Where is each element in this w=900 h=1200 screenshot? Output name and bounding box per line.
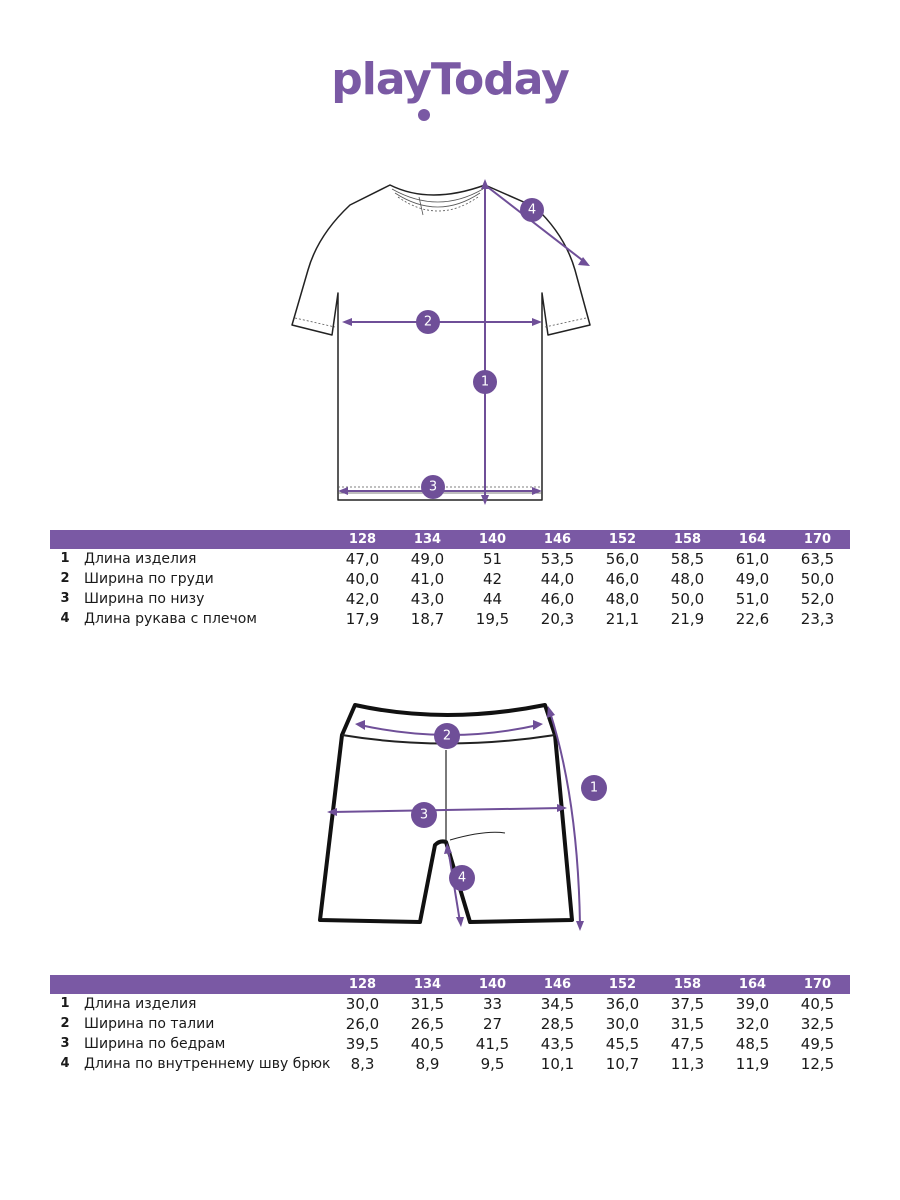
size-header: 128 [330, 530, 395, 549]
size-header: 134 [395, 530, 460, 549]
size-header: 158 [655, 975, 720, 994]
size-header: 146 [525, 530, 590, 549]
shorts-drawing [310, 690, 630, 940]
shorts-size-table [50, 975, 850, 1074]
table-row: 3 Ширина по бедрам 39,5 40,5 41,5 43,5 45,5 47,5 48,5 49,5 [60, 1035, 835, 1053]
marker-1-label: 1 [589, 780, 599, 796]
brand-logo-mark [320, 50, 580, 130]
marker-3-label: 3 [428, 479, 438, 495]
table-row: 2 Ширина по талии 26,0 26,5 27 28,5 30,0 31,5 32,0 32,5 [60, 1015, 835, 1033]
size-header: 128 [330, 975, 395, 994]
table-row: 2 Ширина по груди 40,0 41,0 42 44,0 46,0 48,0 49,0 50,0 [60, 570, 835, 588]
table-row: 1 Длина изделия 30,0 31,5 33 34,5 36,0 37,5 39,0 40,5 [60, 995, 835, 1013]
size-header: 170 [785, 530, 850, 549]
table-row: 1 Длина изделия 47,0 49,0 51 53,5 56,0 58,5 61,0 63,5 [60, 550, 835, 568]
marker-2-label: 2 [423, 314, 433, 330]
size-header: 134 [395, 975, 460, 994]
logo-dot-icon [418, 109, 430, 121]
size-header: 158 [655, 530, 720, 549]
size-header: 152 [590, 975, 655, 994]
size-header: 170 [785, 975, 850, 994]
marker-4-label: 4 [457, 870, 467, 886]
tshirt-drawing [280, 175, 620, 515]
marker-3-label: 3 [419, 807, 429, 823]
shorts-table-header [50, 975, 850, 994]
size-header: 140 [460, 975, 525, 994]
table-row: 3 Ширина по низу 42,0 43,0 44 46,0 48,0 50,0 51,0 52,0 [60, 590, 835, 608]
brand-logo [0, 50, 900, 130]
table-row: 4 Длина рукава с плечом 17,9 18,7 19,5 20,3 21,1 21,9 22,6 23,3 [60, 610, 835, 628]
size-header: 152 [590, 530, 655, 549]
size-header: 164 [720, 530, 785, 549]
tshirt-table-header [50, 530, 850, 549]
marker-1-label: 1 [480, 374, 490, 390]
tshirt-size-table [50, 530, 850, 629]
size-header: 164 [720, 975, 785, 994]
table-row: 4 Длина по внутреннему шву брюк 8,3 8,9 9,5 10,1 10,7 11,3 11,9 12,5 [60, 1055, 835, 1073]
size-header: 146 [525, 975, 590, 994]
marker-2-label: 2 [442, 728, 452, 744]
size-header: 140 [460, 530, 525, 549]
brand-logo-text: playToday [331, 54, 569, 105]
marker-4-label: 4 [527, 202, 537, 218]
